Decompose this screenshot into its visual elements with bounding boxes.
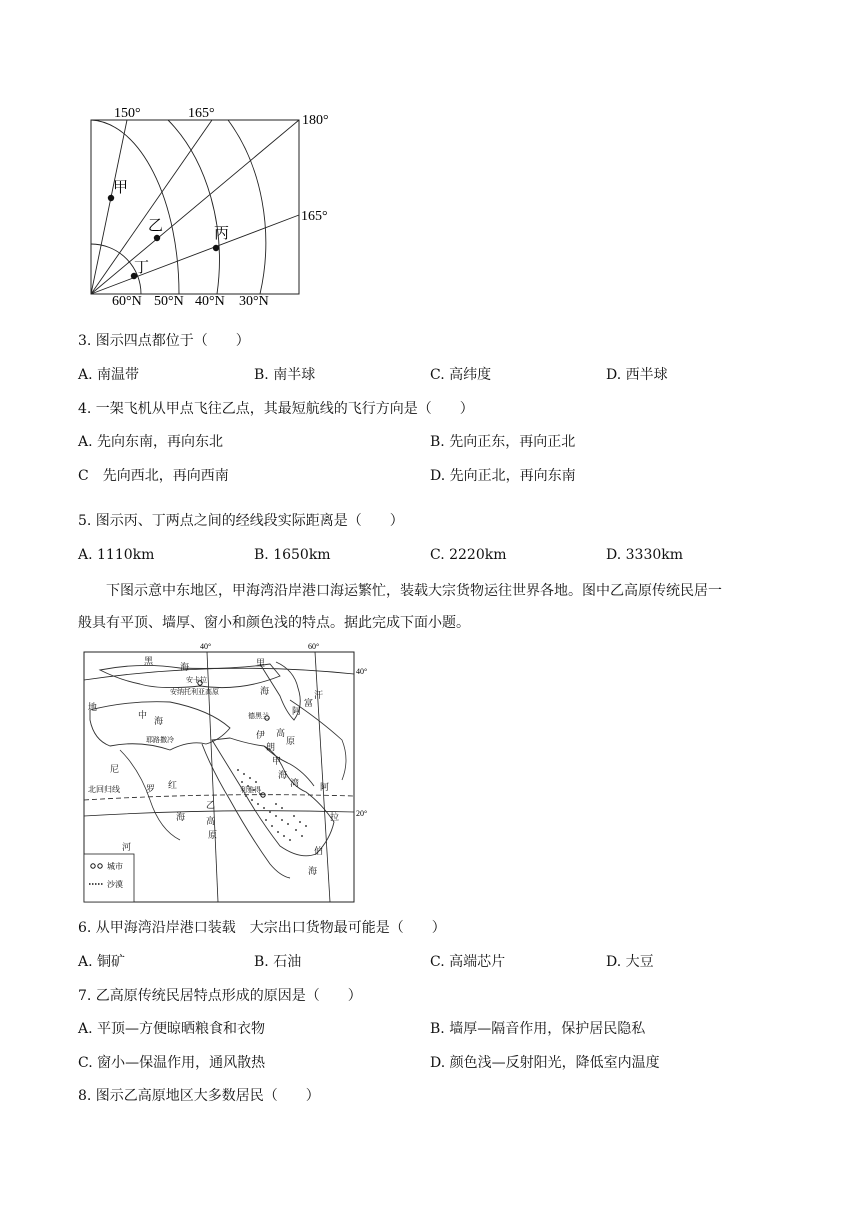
figure-polar-grid: [82, 100, 362, 305]
label-yi: 乙: [148, 218, 164, 234]
lat-label-40: 40°N: [195, 294, 225, 305]
q4-option-c: C 先向西北，再向西南: [78, 468, 229, 484]
q8-stem: 8. 图示乙高原地区大多数居民（ ）: [78, 1088, 320, 1104]
map-lon-40: 40°: [200, 642, 212, 651]
map-label-a: 阿: [292, 706, 302, 716]
map-lat-20: 20°: [356, 809, 368, 818]
lat-label-60: 60°N: [112, 294, 142, 305]
legend-city: 城市: [107, 862, 123, 871]
q7-option-d: D. 颜色浅—反射阳光，降低室内温度: [430, 1055, 660, 1071]
point-bing: [213, 245, 219, 251]
map-label-tehran: 德黑兰: [248, 712, 269, 720]
map-label-ankara: 安卡拉: [186, 676, 207, 684]
label-bing: 丙: [214, 226, 230, 242]
polar-grid-svg: [82, 100, 362, 305]
map-label-fu: 富: [304, 698, 314, 708]
lon-label-165: 165°: [188, 106, 215, 121]
point-yi: [154, 235, 160, 241]
map-label-yi: 伊: [256, 730, 266, 740]
map-label-la: 拉: [330, 812, 340, 822]
map-label-zhong: 中: [138, 710, 148, 720]
map-label-ni: 尼: [110, 764, 120, 774]
map-label-a2: 阿: [320, 782, 330, 792]
map-svg: [80, 640, 370, 905]
lon-label-150: 150°: [114, 106, 141, 121]
map-label-wan: 湾: [290, 778, 300, 788]
map-label-bo: 伯: [314, 846, 324, 856]
map-legend: [84, 854, 134, 902]
q5-option-a: A. 1110km: [78, 547, 155, 563]
meridian-180: [91, 120, 299, 294]
parallel-20: [84, 811, 354, 816]
map-label-hai5: 海: [176, 812, 186, 822]
legend-desert: 沙漠: [107, 880, 123, 889]
gulf-coast: [264, 746, 314, 786]
map-label-riyadh: 利雅得: [240, 786, 261, 794]
q3-option-a: A. 南温带: [78, 367, 140, 383]
lon-label-180: 180°: [302, 113, 329, 128]
map-label-han: 汗: [314, 690, 324, 700]
map-label-tropic: 北回归线: [88, 785, 120, 794]
map-lon-60: 60°: [308, 642, 320, 651]
q3-option-c: C. 高纬度: [430, 367, 492, 383]
map-label-hei: 黑: [144, 656, 154, 666]
q7-stem: 7. 乙高原传统民居特点形成的原因是（ ）: [78, 988, 362, 1004]
q3-option-b: B. 南半球: [254, 367, 316, 383]
map-label-yuan: 原: [286, 736, 296, 746]
lat-label-30: 30°N: [239, 294, 269, 305]
map-label-hong: 红: [168, 780, 178, 790]
q6-option-c: C. 高端芯片: [430, 954, 506, 970]
map-label-di: 地: [88, 702, 98, 712]
lon-label-165b: 165°: [301, 209, 328, 224]
q6-option-d: D. 大豆: [606, 954, 654, 970]
q6-stem: 6. 从甲海湾沿岸港口装载 大宗出口货物最可能是（ ）: [78, 920, 446, 936]
map-label-jia: 甲: [272, 756, 282, 766]
map-label-gao2: 高: [206, 816, 216, 826]
map-label-luo: 罗: [146, 784, 156, 794]
map-label-lang: 朗: [266, 742, 276, 752]
parallel-40: [84, 668, 354, 680]
map-label-jerusalem: 耶路撒冷: [146, 736, 174, 744]
map-label-hai6: 海: [308, 866, 318, 876]
lat-label-50: 50°N: [154, 294, 184, 305]
map-label-hai3: 海: [154, 716, 164, 726]
q6-option-b: B. 石油: [254, 954, 302, 970]
q7-option-c: C. 窗小—保温作用，通风散热: [78, 1055, 266, 1071]
q5-option-b: B. 1650km: [254, 547, 331, 563]
q4-option-b: B. 先向正东，再向正北: [430, 434, 576, 450]
figure-middle-east-map: [80, 640, 370, 905]
map-label-yi-plateau: 乙: [206, 800, 216, 810]
q5-option-d: D. 3330km: [606, 547, 684, 563]
q3-option-d: D. 西半球: [606, 367, 668, 383]
q5-option-c: C. 2220km: [430, 547, 507, 563]
map-label-he: 河: [122, 842, 132, 852]
q7-option-a: A. 平顶—方便晾晒粮食和衣物: [78, 1021, 266, 1037]
map-label-anatolia: 安纳托利亚高原: [170, 688, 219, 696]
q4-stem: 4. 一架飞机从甲点飞往乙点，其最短航线的飞行方向是（ ）: [78, 401, 474, 417]
map-label-hai4: 海: [278, 770, 288, 780]
q6-option-a: A. 铜矿: [78, 954, 126, 970]
map-lat-40: 40°: [356, 667, 368, 676]
map-label-hai1: 海: [180, 662, 190, 672]
q7-option-b: B. 墙厚—隔音作用，保护居民隐私: [430, 1021, 646, 1037]
tropic-of-cancer: [84, 795, 354, 800]
q5-stem: 5. 图示丙、丁两点之间的经线段实际距离是（ ）: [78, 513, 404, 529]
q4-option-a: A. 先向东南，再向东北: [78, 434, 224, 450]
intro-line-2: 般具有平顶、墙厚、窗小和颜色浅的特点。据此完成下面小题。: [78, 615, 470, 631]
map-label-yuan2: 原: [208, 830, 218, 840]
intro-line-1: 下图示意中东地区，甲海湾沿岸港口海运繁忙，装载大宗货物运往世界各地。图中乙高原传统民居一: [106, 583, 722, 599]
label-jia: 甲: [113, 180, 129, 196]
map-label-li: 里: [256, 658, 266, 668]
label-ding: 丁: [134, 260, 150, 276]
map-label-hai2: 海: [260, 686, 270, 696]
lat-30: [228, 120, 266, 294]
nile-river: [120, 750, 180, 840]
map-label-gao: 高: [276, 728, 286, 738]
q3-stem: 3. 图示四点都位于（ ）: [78, 333, 250, 349]
q4-option-d: D. 先向正北，再向东南: [430, 468, 576, 484]
